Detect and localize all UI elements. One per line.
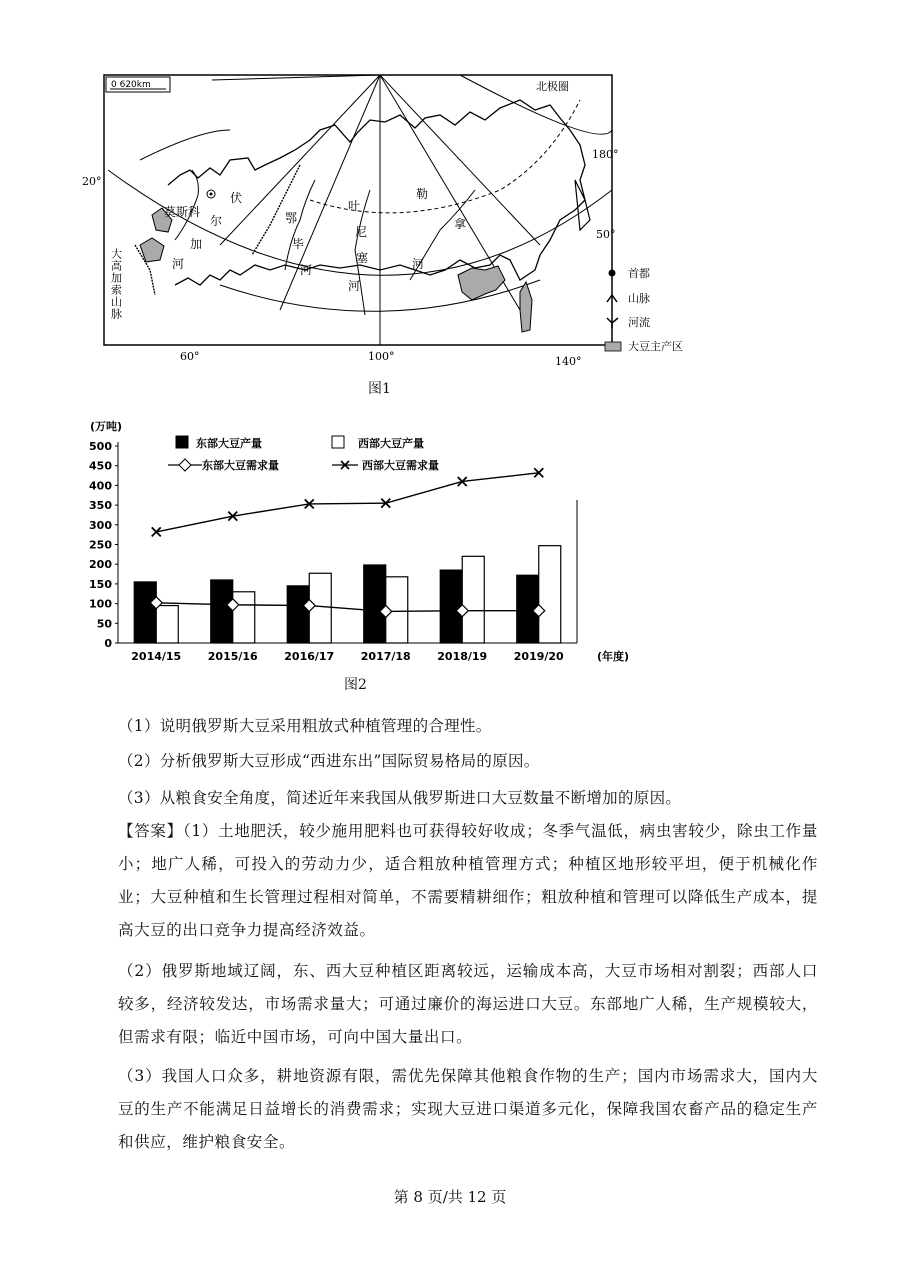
map-label-lena-1: 勒 bbox=[416, 187, 429, 201]
legend-label-mountain: 山脉 bbox=[628, 292, 650, 305]
y-tick-label: 300 bbox=[89, 518, 112, 532]
y-tick-label: 50 bbox=[96, 617, 112, 631]
lon-label-180: 180° bbox=[592, 148, 619, 161]
map-label-yenisei-1: 叶 bbox=[348, 199, 361, 213]
map-label-ob-2: 毕 bbox=[292, 237, 305, 251]
x-tick-label: 2019/20 bbox=[513, 650, 564, 663]
y-tick-label: 500 bbox=[89, 440, 112, 453]
east-soybean-area bbox=[458, 266, 505, 300]
map-label-lena-3: 河 bbox=[412, 257, 425, 271]
soybean-area-icon bbox=[605, 342, 621, 351]
legend-label-river: 河流 bbox=[628, 316, 650, 329]
y-tick-label: 0 bbox=[104, 637, 112, 650]
legend-swatch-east-production bbox=[176, 436, 188, 448]
lon-label-60: 60° bbox=[180, 350, 200, 363]
lat-label-50: 50° bbox=[596, 228, 616, 241]
y-tick-label: 200 bbox=[89, 558, 112, 572]
map-label-yenisei-2: 尼 bbox=[355, 225, 368, 239]
y-tick-label: 450 bbox=[89, 459, 112, 473]
question-2: （2）分析俄罗斯大豆形成“西进东出”国际贸易格局的原因。 bbox=[118, 752, 540, 770]
map-label-volga-2: 尔 bbox=[210, 214, 223, 228]
legend-label-east-production: 东部大豆产量 bbox=[196, 437, 262, 450]
bar-east-production bbox=[211, 580, 233, 643]
map-label-moscow: 莫斯科 bbox=[164, 205, 201, 219]
bar-west-production bbox=[156, 606, 178, 643]
x-tick-label: 2014/15 bbox=[131, 650, 182, 663]
map-label-ob-3: 河 bbox=[300, 263, 313, 277]
map-label-ob-1: 鄂 bbox=[285, 211, 298, 225]
bar-west-production bbox=[233, 592, 255, 643]
bar-east-production bbox=[134, 582, 156, 643]
map-label-volga-3: 加 bbox=[190, 237, 203, 251]
legend-swatch-west-production bbox=[332, 436, 344, 448]
line-x-demand bbox=[156, 473, 539, 532]
question-3: （3）从粮食安全角度，简述近年来我国从俄罗斯进口大豆数量不断增加的原因。 bbox=[118, 789, 682, 807]
bar-west-production bbox=[539, 546, 561, 643]
legend-label-west-demand: 西部大豆需求量 bbox=[362, 459, 439, 472]
capital-icon bbox=[609, 270, 616, 277]
map-label-volga-1: 伏 bbox=[230, 191, 243, 205]
x-axis-label: (年度) bbox=[597, 650, 630, 663]
question-1: （1）说明俄罗斯大豆采用粗放式种植管理的合理性。 bbox=[118, 717, 492, 735]
map-legend bbox=[605, 266, 683, 353]
legend-marker-east-demand bbox=[179, 459, 191, 471]
map-label-lena-2: 拿 bbox=[454, 217, 467, 231]
russia-map bbox=[80, 70, 720, 375]
chart-caption: 图2 bbox=[344, 677, 367, 693]
y-tick-label: 250 bbox=[89, 538, 112, 552]
legend-label-capital: 首都 bbox=[628, 267, 650, 280]
answer-2: （2）俄罗斯地域辽阔，东、西大豆种植区距离较远，运输成本高，大豆市场相对割裂；西部人口较多，经济较发达，市场需求量大；可通过廉价的海运进口大豆。东部地广人稀，生产规模较大，但需求有限；临近中国市场，可向中国大量出口。 bbox=[118, 962, 818, 1046]
y-tick-label: 100 bbox=[89, 597, 112, 611]
x-tick-label: 2016/17 bbox=[284, 650, 335, 663]
map-label-yenisei-3: 塞 bbox=[356, 251, 369, 265]
answer-3: （3）我国人口众多，耕地资源有限，需优先保障其他粮食作物的生产；国内市场需求大，国内大豆的生产不能满足日益增长的消费需求；实现大豆进口渠道多元化，保障我国农畜产品的稳定生产和供应，维护粮食安全。 bbox=[118, 1067, 818, 1151]
y-tick-label: 150 bbox=[89, 577, 112, 591]
legend-label-west-production: 西部大豆产量 bbox=[358, 437, 424, 450]
x-tick-label: 2018/19 bbox=[437, 650, 488, 663]
page-footer: 第 8 页/共 12 页 bbox=[393, 1188, 507, 1206]
x-tick-label: 2017/18 bbox=[360, 650, 411, 663]
scale-label: 0 620km bbox=[111, 80, 151, 90]
bar-east-production bbox=[364, 565, 386, 643]
bar-east-production bbox=[440, 570, 462, 643]
bar-east-production bbox=[287, 586, 309, 643]
map-label-caucasus: 大高加索山脉 bbox=[109, 248, 123, 320]
y-axis-label: (万吨) bbox=[90, 420, 123, 433]
map-label-volga-4: 河 bbox=[172, 257, 185, 271]
lon-label-20: 20° bbox=[82, 175, 102, 188]
arctic-circle-label: 北极圈 bbox=[536, 80, 569, 93]
legend-label-soybean: 大豆主产区 bbox=[628, 340, 683, 353]
soybean-chart bbox=[80, 412, 660, 672]
answer-1: 【答案】（1）土地肥沃，较少施用肥料也可获得较好收成；冬季气温低，病虫害较少，除虫工作量小；地广人稀，可投入的劳动力少，适合粗放种植管理方式；种植区地形较平坦，便于机械化作业；大豆种植和生长管理过程相对简单，不需要精耕细作；粗放种植和管理可以降低生产成本，提高大豆的出口竞争力提高经济效益。 bbox=[118, 822, 818, 939]
y-tick-label: 350 bbox=[89, 499, 112, 513]
lon-label-140: 140° bbox=[555, 355, 582, 368]
map-caption: 图1 bbox=[368, 381, 391, 397]
y-tick-label: 400 bbox=[89, 479, 112, 493]
map-label-yenisei-4: 河 bbox=[348, 279, 361, 293]
lon-label-100: 100° bbox=[368, 350, 395, 363]
legend-label-east-demand: 东部大豆需求量 bbox=[202, 459, 279, 472]
bar-west-production bbox=[462, 556, 484, 643]
x-tick-label: 2015/16 bbox=[207, 650, 258, 663]
